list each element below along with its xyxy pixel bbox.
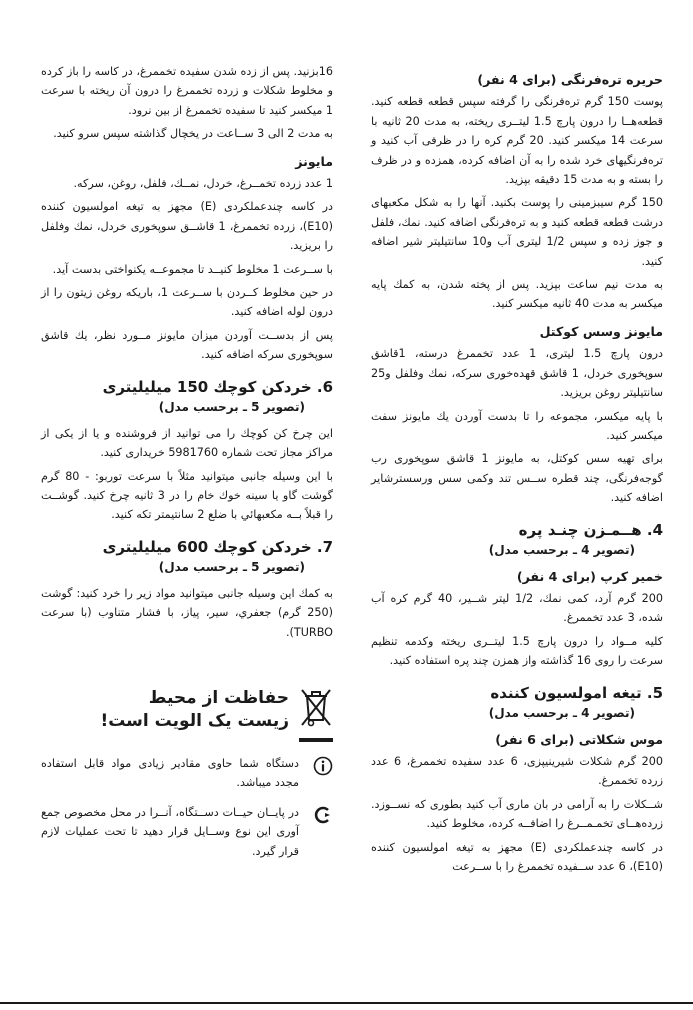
section-6-heading: 6. خردکن کوچك 150 میلیلیتری	[102, 377, 333, 396]
info-icon	[313, 756, 333, 776]
paragraph: کلیه مــواد را درون پارچ 1.5 لیتــری ریخته وکدمه تنظیم سرعت را روی 16 گذاشته واز همزن چند پره استفاده کنید.	[371, 634, 664, 668]
divider	[299, 738, 333, 742]
section-4-subheading: (تصویر 4 ـ برحسب مدل)	[488, 542, 635, 557]
page-bottom-rule	[0, 1002, 693, 1004]
paragraph: پوست 150 گرم ترەفرنگی را گرفته سپس قطعه قطعه کنید. قطعەهــا را درون پارچ 1.5 لیتــری ریخته، به مدت 20 ثانیه با سرعت 14 میکسر کنید. 20 گرم کره را در ظرفی آب کنید و ترەفرنگیهای خرد شده را به آن اضافه کرده، همزده و در ظرف را بسته و به مدت 15 دقیقه بپزید.	[371, 95, 664, 187]
paragraph: به مدت 2 الی 3 ســاعت در یخچال گذاشته سپس سرو کنید.	[53, 127, 333, 141]
paragraph: 150 گرم سیبزمینی را پوست بکنید. آنها را به شکل مکعبهای درشت قطعه قطعه کنید و به ترەفرنگی اضافه کنید. نمك، فلفل و جوز زده و سپس 1/2 لیتری آب و10 سانتیلیتر شیر اضافه کنید.	[371, 196, 663, 268]
recycle-icon	[313, 805, 333, 825]
crossed-out-wheeled-bin-icon	[299, 686, 333, 730]
right-column	[371, 62, 663, 880]
section-6-subheading: (تصویر 5 ـ برحسب مدل)	[158, 399, 305, 414]
environment-item-disposal	[41, 803, 333, 861]
paragraph: 1 عدد زرده تخمــرغ، خردل، نمــك، فلفل، روغن، سرکه.	[73, 177, 333, 191]
paragraph: برای تهیه سس کوکتل، به مایونز 1 قاشق سوپخوری رب گوجەفرنگی، چند قطره ســس تند وکمی سس ورسسترشایر اضافه کنید.	[371, 452, 663, 505]
environment-item-recyclable	[41, 754, 333, 793]
paragraph: با ســرعت 1 مخلوط کنیــد تا مجموعــه یکنواختی بدست آید.	[52, 262, 333, 276]
paragraph: با این وسیله جانبی میتوانید مثلاً با سرعت توربو: - 80 گرم گوشت گاو یا سینه خوك خام را در 3 ثانیه چرخ کنید. گوشــت را قبلاً بــه مکعبهائي با ضلع 2 سانتیمتر تکه کنید.	[41, 469, 334, 522]
heading-crepe: خمیر کرپ (برای 4 نفر)	[516, 568, 663, 584]
environment-title-line-1: حفاظت از محیط	[148, 687, 289, 708]
paragraph: به کمك این وسیله جانبی میتوانید مواد زیر را خرد کنید: گوشت (250 گرم) جعفري، سیر، پیاز، با فشار متناوب (با سرعت TURBO).	[41, 586, 333, 639]
section-4-heading: 4. هــمـزن چنـد پره	[518, 520, 663, 539]
heading-chocolate-mousse: موس شکلاتی (برای 6 نفر)	[495, 731, 663, 747]
environment-item-text: در پایــان حیــات دســتگاه، آنــرا در محل مخصوص جمع آوری این نوع وســایل قرار دهید تا تحت عملیات لازم قرار گیرد.	[41, 805, 299, 858]
paragraph: 200 گرم آرد، کمی نمك، 1/2 لیتر شــیر، 40 گرم کره آب شده، 3 عدد تخممرغ.	[371, 591, 663, 625]
heading-strawberry-soup: حریره ترەفرنگی (برای 4 نفر)	[477, 72, 663, 87]
heading-mayonnaise: مایونز	[295, 153, 333, 169]
paragraph: در کاسه چندعملکردی (E) مجهز به تیغه امولسیون کننده (E10)، 6 عدد ســفیده تخممرغ را با ســرعت	[371, 840, 664, 873]
paragraph: 16بزنید. پس از زده شدن سفیده تخممرغ، در کاسه را باز کرده و مخلوط شکلات و زرده تخممرغ را درون آن ریخته با سرعت 1 میکسر کنید تا سفیده تخممرغ از بین نرود.	[41, 65, 333, 117]
paragraph: به مدت نیم ساعت بپزید. پس از پخته شدن، به کمك پایه میکسر به مدت 40 ثانیه میکسر کنید.	[371, 278, 663, 311]
paragraph: در حین مخلوط کــردن با ســرعت 1، باریکه روغن زیتون را از درون لوله اضافه کنید.	[41, 286, 333, 319]
left-column	[41, 62, 333, 871]
paragraph: این چرخ کن کوچك را می توانید از فروشنده و یا از یکی از مراکز مجاز تحت شماره 5981760 خریداری کنید.	[41, 426, 333, 460]
paragraph: پس از بدســت آوردن میزان مایونز مــورد نظر، يك قاشق سوپخوری سرکه اضافه کنید.	[41, 328, 333, 362]
environment-item-text: دستگاه شما حاوی مقادیر زیادی مواد قابل استفاده مجدد میباشد.	[41, 756, 299, 790]
paragraph: شــکلات را به آرامی در بان ماری آب کنید بطوری که نســوزد. زردەهــای تخمـمــرغ را اضافــه کرده، مخلوط کنید.	[371, 797, 663, 831]
section-5-heading: 5. تیغه امولسیون کننده	[490, 683, 663, 702]
paragraph: با پایه میکسر، مجموعه را تا بدست آوردن يك مایونز سفت میکسر کنید.	[371, 409, 663, 442]
paragraph: 200 گرم شکلات شیرینیپزی، 6 عدد سفیده تخممرغ، 6 عدد زرده تخممرغ.	[371, 754, 663, 788]
environment-title-line-2: زیست یک الویت است!	[100, 710, 289, 731]
paragraph: در کاسه چندعملکردی (E) مجهز به تیغه امولسیون کننده (E10)، زرده تخممرغ، 1 قاشــق سوپخوری خردل، نمك وفلفل را بریزید.	[41, 200, 334, 253]
section-5-subheading: (تصویر 4 ـ برحسب مدل)	[488, 705, 635, 720]
heading-cocktail-sauce: مایونز وسس کوکتل	[539, 323, 663, 339]
environment-heading	[41, 686, 333, 732]
paragraph: درون پارچ 1.5 لیتری، 1 عدد تخممرغ درسته، 1قاشق سوپخوری خردل، 1 قاشق قهدەخوری سرکه، نمك وفلفل و25 سانتیلیتر روغن بریزید.	[371, 347, 663, 400]
section-7-heading: 7. خردکن کوچك 600 میلیلیتری	[102, 537, 333, 556]
section-7-subheading: (تصویر 5 ـ برحسب مدل)	[158, 559, 305, 574]
